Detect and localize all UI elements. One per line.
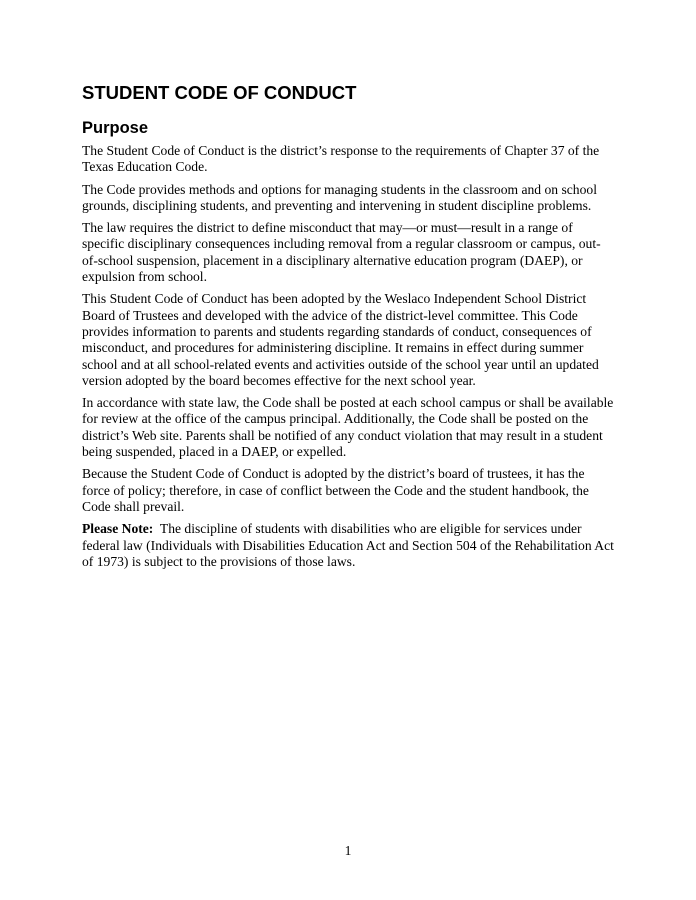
document-page xyxy=(82,82,618,576)
please-note-label: Please Note: xyxy=(82,521,154,537)
section-heading-purpose: Purpose xyxy=(82,119,149,137)
please-note-paragraph xyxy=(82,521,618,570)
please-note-text: The discipline of students with disabilities who are eligible for services under federal law (Individuals with Disabilities Education Act and Section 504 of the Rehabilitation Act of 1973) is subject to the provisions of those laws. xyxy=(82,521,618,569)
paragraph-misconduct-definition: The law requires the district to define misconduct that may—or must—result in a range of specific disciplinary consequences including removal from a regular classroom or campus, out-of-school suspension, placement in a disciplinary alternative education program (DAEP), or expulsion from school. xyxy=(82,220,601,285)
document-title: STUDENT CODE OF CONDUCT xyxy=(82,82,357,103)
paragraph-chapter-37: The Student Code of Conduct is the district’s response to the requirements of Chapter 37 of the Texas Education Code. xyxy=(82,143,600,175)
paragraph-adoption: This Student Code of Conduct has been adopted by the Weslaco Independent School District Board of Trustees and developed with the advice of the district-level committee. This Code provides information to parents and students regarding standards of conduct, consequences of misconduct, and procedures for administering discipline. It remains in effect during summer school and at all school-related events and activities outside of the school year until an updated version adopted by the board becomes effective for the next school year. xyxy=(82,291,599,388)
paragraph-posting-notification: In accordance with state law, the Code shall be posted at each school campus or shall be available for review at the office of the campus principal. Additionally, the Code shall be posted on the district’s Web site. Parents shall be notified of any conduct violation that may result in a student being suspended, placed in a DAEP, or expelled. xyxy=(82,395,614,460)
paragraph-force-of-policy: Because the Student Code of Conduct is adopted by the district’s board of trustees, it has the force of policy; therefore, in case of conflict between the Code and the student handbook, the Code shall prevail. xyxy=(82,466,589,514)
paragraph-methods-options: The Code provides methods and options for managing students in the classroom and on school grounds, disciplining students, and preventing and intervening in student discipline problems. xyxy=(82,181,597,213)
page-number: 1 xyxy=(344,843,352,858)
